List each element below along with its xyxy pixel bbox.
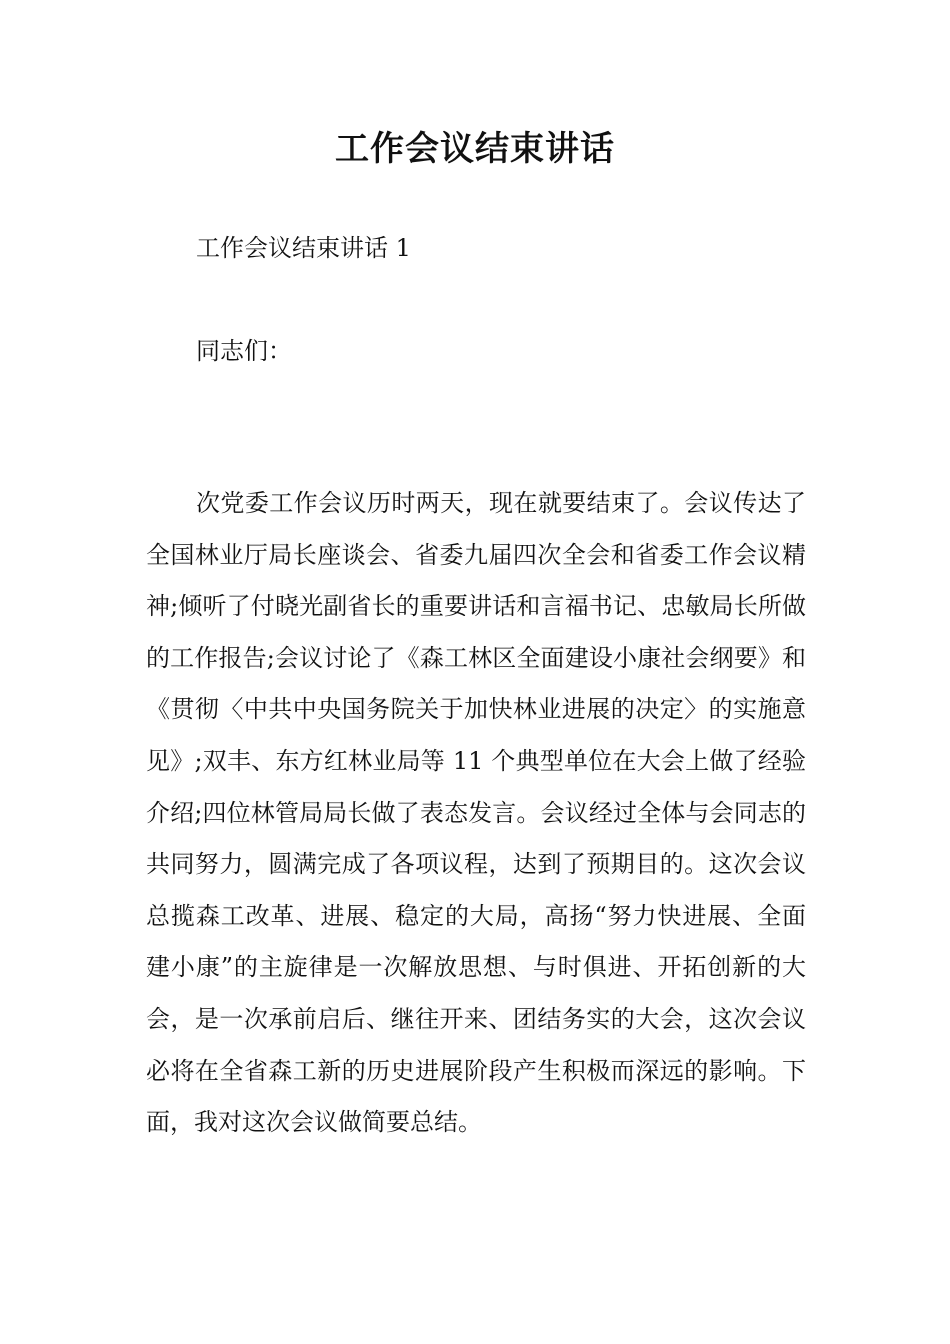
body-paragraph: 次党委工作会议历时两天，现在就要结束了。会议传达了全国林业厅局长座谈会、省委九届四次全会和省委工作会议精神;倾听了付晓光副省长的重要讲话和言福书记、忠敏局长所做的工作报告;会议讨论了《森工林区全面建设小康社会纲要》和《贯彻〈中共中央国务院关于加快林业进展的决定〉的实施意见》;双丰、东方红林业局等 11 个典型单位在大会上做了经验介绍;四位林管局局长做了表态发言。会议经过全体与会同志的共同努力，圆满完成了各项议程，达到了预期目的。这次会议总揽森工改革、进展、稳定的大局，高扬“努力快进展、全面建小康”的主旋律是一次解放思想、与时俱进、开拓创新的大会，是一次承前启后、继往开来、团结务实的大会，这次会议必将在全省森工新的历史进展阶段产生积极而深远的影响。下面，我对这次会议做简要总结。 (146, 489, 806, 1137)
greeting: 同志们： (196, 337, 292, 365)
document-subtitle: 工作会议结束讲话 1 (196, 234, 411, 262)
document-title: 工作会议结束讲话 (335, 129, 615, 169)
